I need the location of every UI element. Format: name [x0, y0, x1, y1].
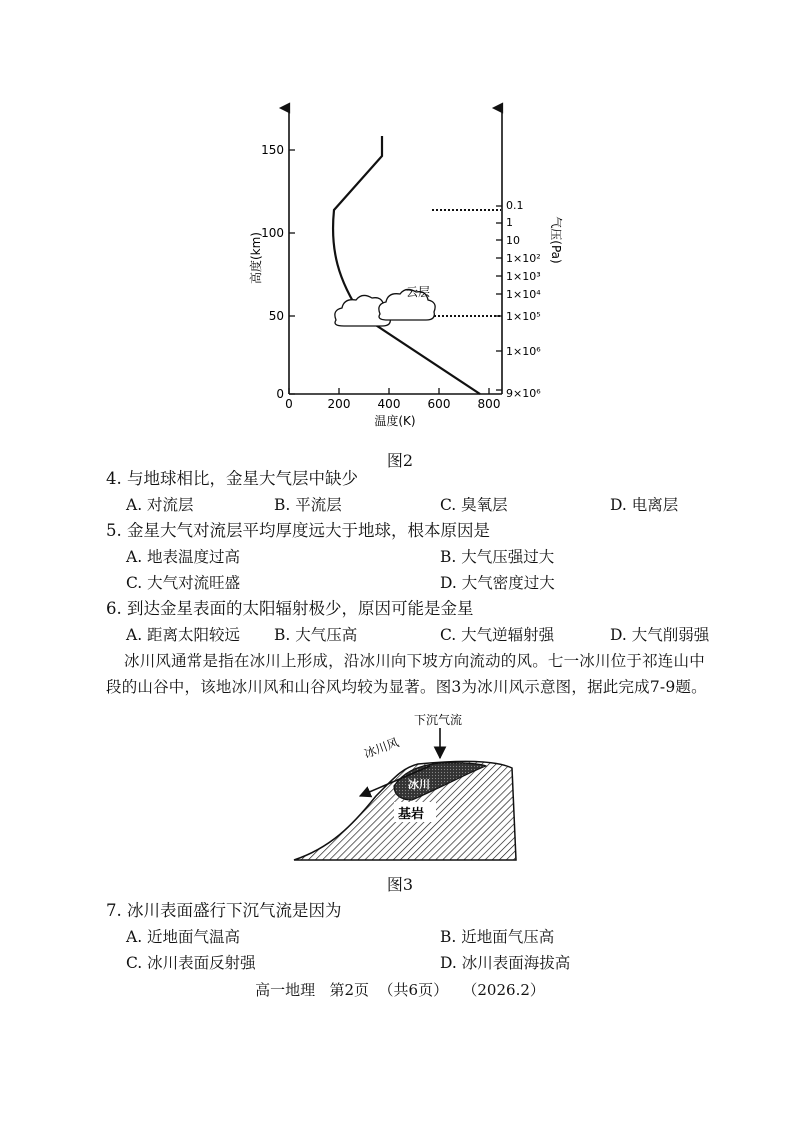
- footer-date: （2026.2）: [462, 981, 545, 999]
- right-axis-label: 气压(Pa): [549, 216, 563, 264]
- bottom-ticks: [289, 388, 489, 394]
- bedrock-label: 基岩: [398, 807, 425, 822]
- p-tick-3: 1×10²: [506, 252, 541, 265]
- glacier-label: 冰川: [408, 778, 430, 791]
- footer-page: 第2页: [329, 981, 369, 999]
- x-tick-200: 200: [327, 397, 351, 411]
- p-tick-7: 1×10⁶: [506, 345, 541, 358]
- figure-3-glacier-wind-diagram: [290, 708, 530, 868]
- question-5-option-d[interactable]: D. 大气密度过大: [440, 574, 555, 592]
- p-tick-5: 1×10⁴: [506, 288, 541, 301]
- question-4-option-b[interactable]: B. 平流层: [274, 496, 342, 514]
- question-4-option-c[interactable]: C. 臭氧层: [440, 496, 508, 514]
- y-tick-50: 50: [268, 309, 284, 323]
- question-6-stem: 6. 到达金星表面的太阳辐射极少，原因可能是金星: [106, 599, 474, 618]
- footer-subject: 高一地理: [255, 981, 316, 999]
- x-tick-400: 400: [377, 397, 401, 411]
- question-7-option-a[interactable]: A. 近地面气温高: [126, 928, 241, 946]
- question-6-option-b[interactable]: B. 大气压高: [274, 626, 358, 644]
- right-ticks: [496, 206, 502, 390]
- p-tick-2: 10: [506, 234, 520, 247]
- figure-2-venus-atmosphere-chart: [230, 100, 570, 440]
- passage-line-2: 段的山谷中，该地冰川风和山谷风均较为显著。图3为冰川风示意图，据此完成7-9题。: [106, 678, 707, 696]
- question-4-option-d[interactable]: D. 电离层: [610, 496, 679, 514]
- question-7-option-c[interactable]: C. 冰川表面反射强: [126, 954, 256, 972]
- question-6-option-a[interactable]: A. 距离太阳较远: [126, 626, 241, 644]
- y-tick-150: 150: [261, 143, 284, 157]
- cloud-label: 云层: [406, 285, 431, 299]
- p-tick-6: 1×10⁵: [506, 310, 541, 323]
- passage-line-1: 冰川风通常是指在冰川上形成，沿冰川向下坡方向流动的风。七一冰川位于祁连山中: [124, 652, 705, 670]
- p-tick-4: 1×10³: [506, 270, 541, 283]
- question-5-stem: 5. 金星大气对流层平均厚度远大于地球，根本原因是: [106, 521, 490, 540]
- figure-2-caption: 图2: [386, 451, 414, 470]
- sink-label: 下沉气流: [414, 713, 463, 727]
- x-tick-600: 600: [427, 397, 451, 411]
- left-ticks: [289, 150, 295, 394]
- y-tick-0: 0: [276, 387, 284, 401]
- question-5-option-b[interactable]: B. 大气压强过大: [440, 548, 555, 566]
- question-7-stem: 7. 冰川表面盛行下沉气流是因为: [106, 901, 342, 920]
- question-4-option-a[interactable]: A. 对流层: [126, 496, 194, 514]
- p-tick-0: 0.1: [506, 199, 524, 212]
- x-axis-label: 温度(K): [374, 414, 416, 428]
- question-7-option-b[interactable]: B. 近地面气压高: [440, 928, 555, 946]
- page-footer: [0, 978, 800, 1002]
- y-tick-100: 100: [261, 226, 284, 240]
- question-6-option-c[interactable]: C. 大气逆辐射强: [440, 626, 555, 644]
- temperature-curve: [333, 136, 480, 394]
- x-tick-800: 800: [477, 397, 501, 411]
- question-6-option-d[interactable]: D. 大气削弱强: [610, 626, 710, 644]
- p-tick-1: 1: [506, 216, 513, 229]
- question-7-option-d[interactable]: D. 冰川表面海拔高: [440, 954, 571, 972]
- p-tick-8: 9×10⁶: [506, 387, 541, 400]
- question-5-option-c[interactable]: C. 大气对流旺盛: [126, 574, 241, 592]
- wind-label: 冰川风: [362, 735, 401, 761]
- left-axis-label: 高度(km): [249, 231, 263, 285]
- footer-total: （共6页）: [378, 981, 449, 999]
- question-4-stem: 4. 与地球相比，金星大气层中缺少: [106, 469, 358, 488]
- question-5-option-a[interactable]: A. 地表温度过高: [126, 548, 241, 566]
- x-tick-0: 0: [285, 397, 293, 411]
- figure-3-caption: 图3: [386, 875, 414, 894]
